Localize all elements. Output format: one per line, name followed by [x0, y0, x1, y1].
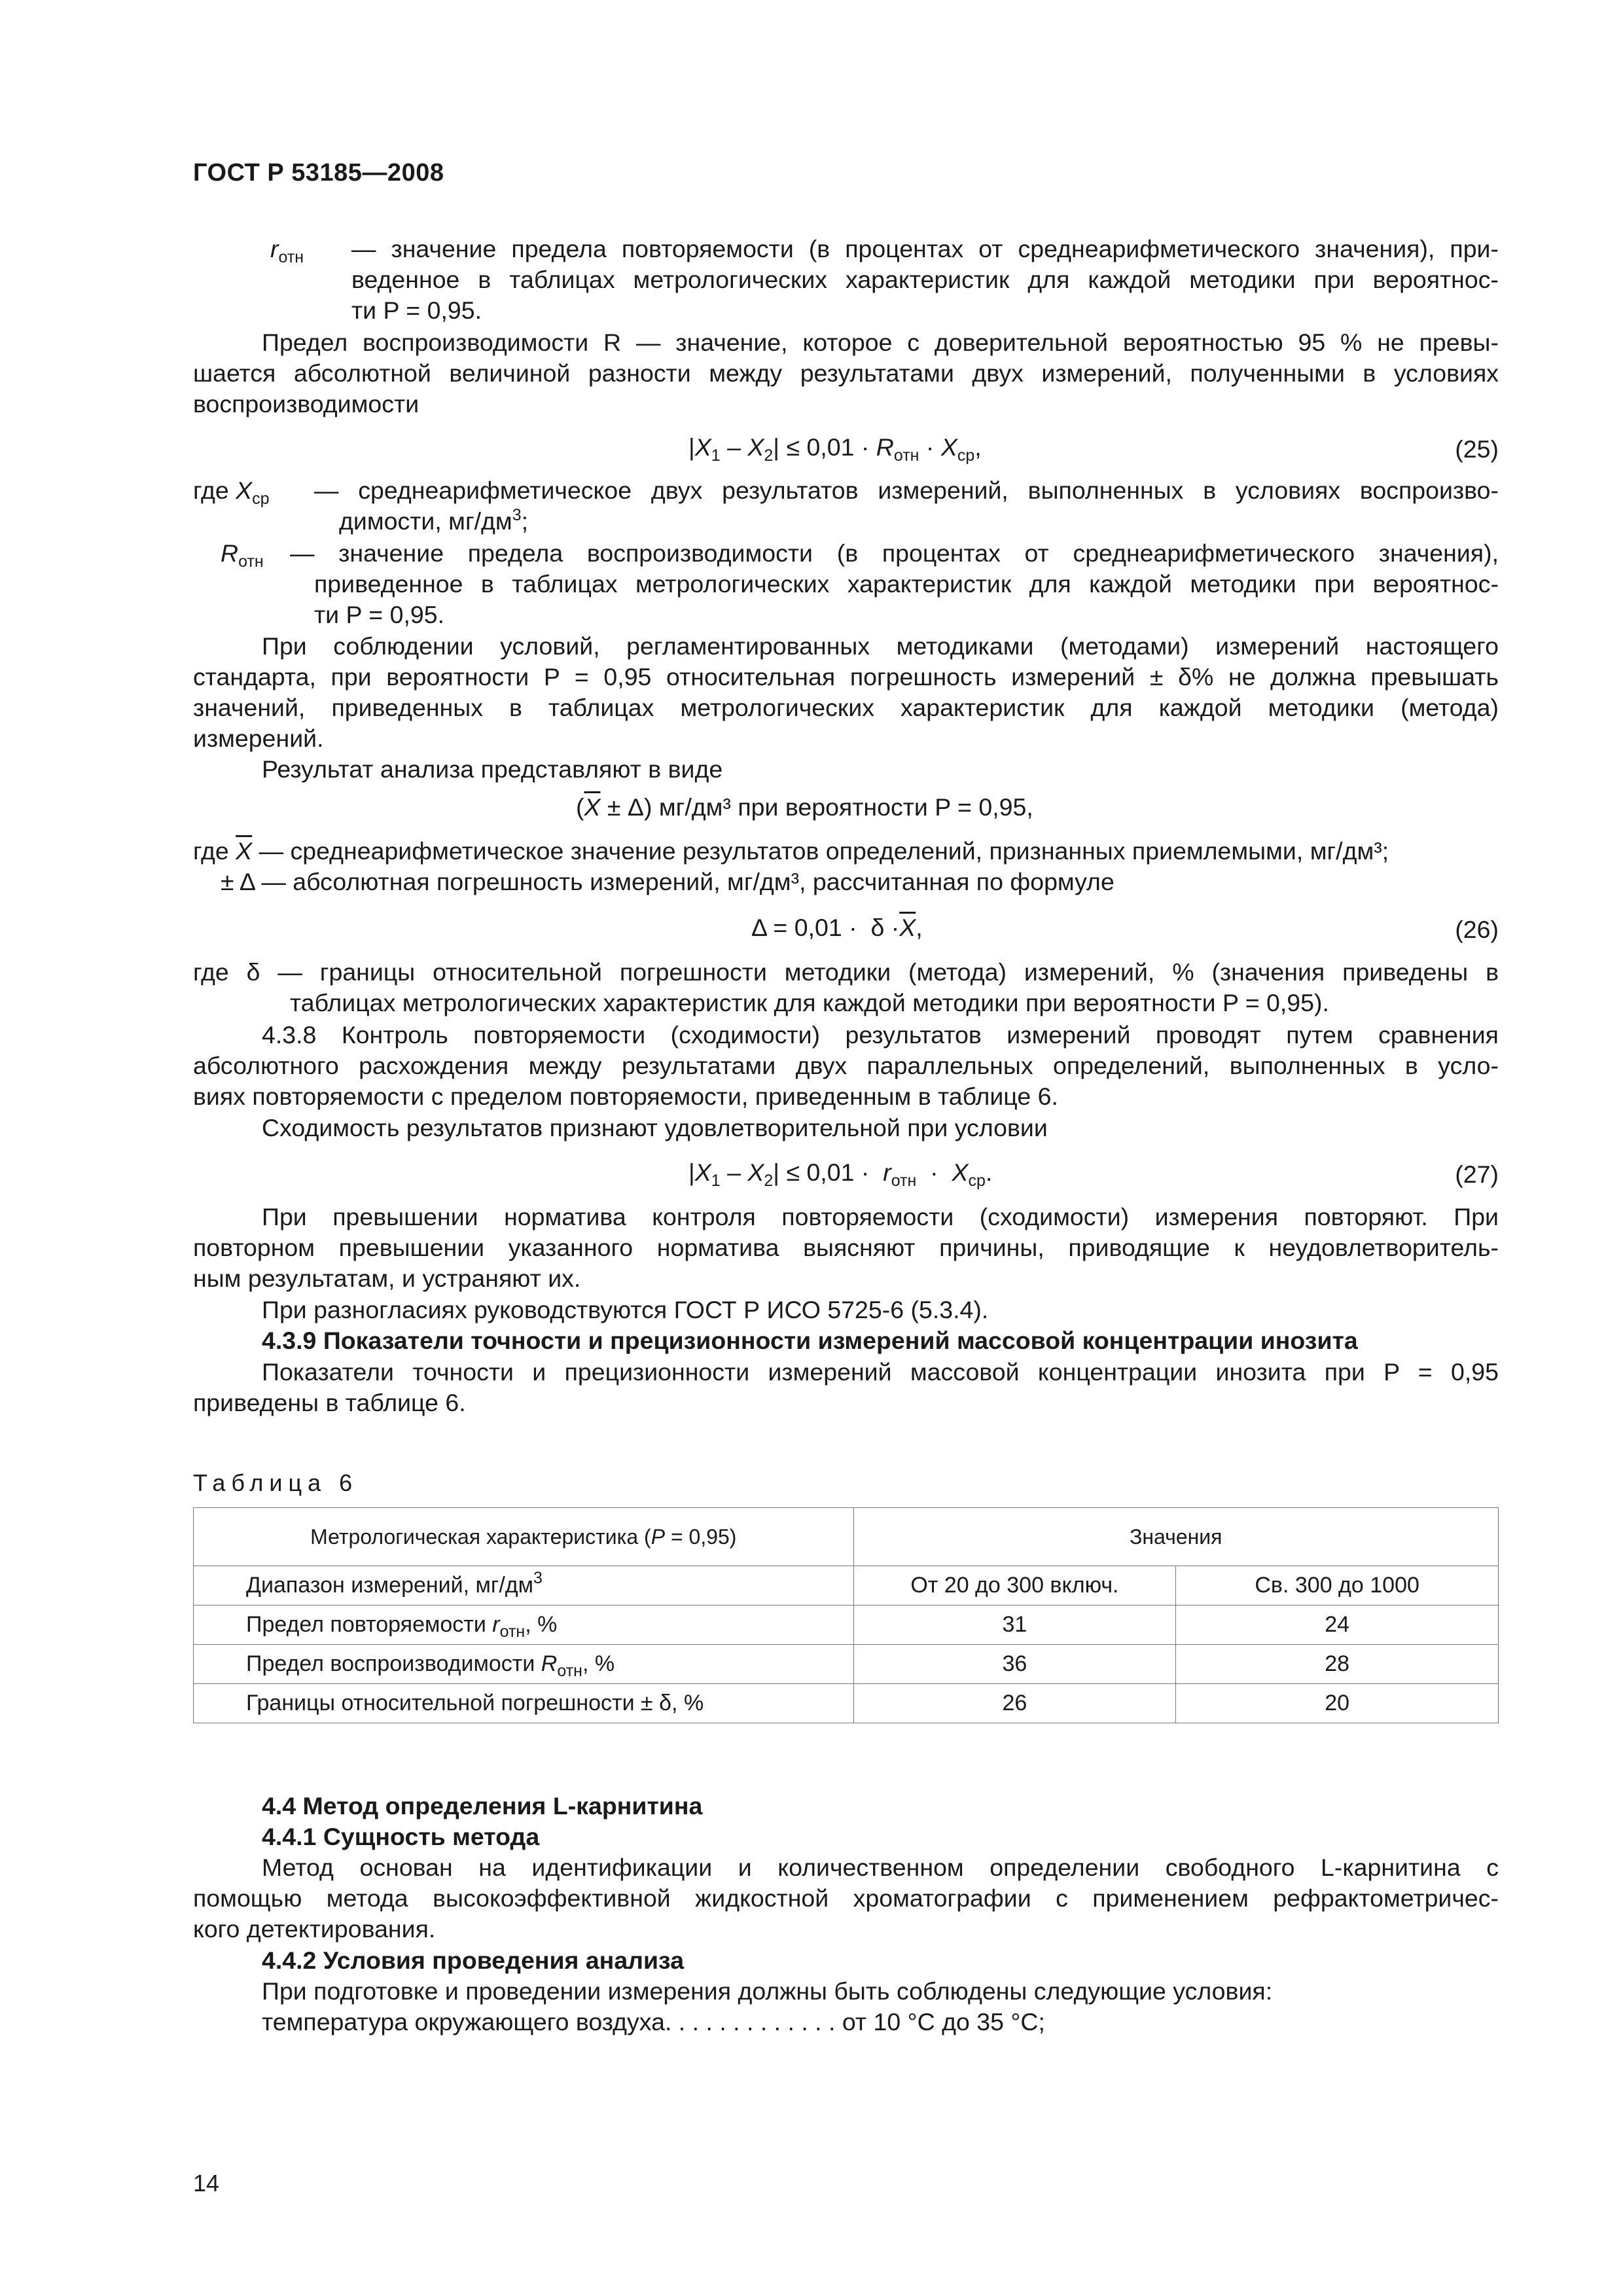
equation-27: $|X_1 - X_2| \le 0,01 \cdot r_{отн} \cdot X_{ср}$.	[688, 1158, 993, 1190]
table-cell: 20	[1176, 1684, 1499, 1723]
where-xcp-line1: — среднеарифметическое двух результатов измерений, выполненных в условиях воспроизво-	[314, 476, 1499, 504]
table-row	[194, 1605, 1499, 1645]
heading-4-3-9: 4.3.9 Показатели точности и прецизионности измерений массовой концентрации инозита	[262, 1327, 1358, 1354]
disagreement: При разногласиях руководствуются ГОСТ Р ИСО 5725-6 (5.3.4).	[262, 1296, 989, 1323]
temperature-line: температура окружающего воздуха. . . . . . . . . . . . . от 10 °С до 35 °С;	[262, 2008, 1045, 2036]
p439-line1: Показатели точности и прецизионности измерений массовой концентрации инозита при P = 0,95	[262, 1358, 1499, 1386]
table-head-characteristic: Метрологическая характеристика (P = 0,95)	[194, 1508, 854, 1566]
exceed-line1: При превышении норматива контроля повторяемости (сходимости) измерения повторяют. При	[262, 1203, 1499, 1230]
where-xbar: где $\overline{X}$ — среднеарифметическое значение результатов определений, признанных приемлемыми, мг/дм³;	[193, 837, 1389, 865]
where-small-delta-line1: где δ — границы относительной погрешности методики (метода) измерений, % (значения приведены в	[193, 958, 1499, 986]
conditions-line3: значений, приведенных в таблицах метрологических характеристик для каждой методики (метода)	[193, 694, 1499, 721]
table-cell-label: Диапазон измерений, $мг/дм^3$	[194, 1566, 854, 1605]
p442: При подготовке и проведении измерения должны быть соблюдены следующие условия:	[262, 1977, 1273, 2005]
table-cell: 26	[853, 1684, 1176, 1723]
table-cell: 36	[853, 1645, 1176, 1684]
p438-line3: виях повторяемости с пределом повторяемости, приведенным в таблице 6.	[193, 1083, 1058, 1110]
p441-line1: Метод основан на идентификации и количественном определении свободного L-карнитина с	[262, 1854, 1499, 1881]
conditions-line1: При соблюдении условий, регламентированных методиками (методами) измерений настоящего	[262, 632, 1499, 660]
Rotn-def-line1: — значение предела воспроизводимости (в процентах от среднеарифметического значения),	[290, 539, 1499, 567]
where-delta: ± Δ — абсолютная погрешность измерений, мг/дм³, рассчитанная по формуле	[221, 868, 1115, 895]
equation-27-number: (27)	[1455, 1160, 1499, 1188]
equation-26-number: (26)	[1455, 916, 1499, 943]
table-cell: 28	[1176, 1645, 1499, 1684]
where-small-delta-line2: таблицах метрологических характеристик для каждой методики при вероятности P = 0,95).	[290, 989, 1329, 1016]
table-cell: 31	[853, 1605, 1176, 1645]
table-cell-label: Границы относительной погрешности ± δ, %	[194, 1684, 854, 1723]
Rotn-def-line2: приведенное в таблицах метрологических характеристик для каждой методики при вероятнос-	[314, 570, 1499, 598]
table-row	[194, 1645, 1499, 1684]
p438-line2: абсолютного расхождения между результатами двух параллельных определений, выполненных в усло-	[193, 1052, 1499, 1079]
reprod-line1: Предел воспроизводимости R — значение, которое с доверительной вероятностью 95 % не превы-	[262, 329, 1499, 356]
table-cell-label: Предел повторяемости $r_{отн}$, %	[194, 1605, 854, 1645]
document-page	[193, 0, 1499, 2296]
where-xcp-line2: димости, $мг/дм^3$;	[339, 506, 529, 535]
heading-4-4-1: 4.4.1 Сущность метода	[262, 1823, 540, 1850]
where-xcp-lead: где $X_{ср}$	[193, 476, 270, 508]
table-cell: Св. 300 до 1000	[1176, 1566, 1499, 1605]
rotn-symbol: $r_{отн}$	[270, 235, 304, 266]
rotn-def-line1: — значение предела повторяемости (в процентах от среднеарифметического значения), при-	[351, 235, 1499, 262]
p438-line1: 4.3.8 Контроль повторяемости (сходимости) результатов измерений проводят путем сравнения	[262, 1021, 1499, 1049]
p439-line2: приведены в таблице 6.	[193, 1389, 466, 1416]
equation-26: $\Delta = 0,01 \cdot \delta \cdot\overline{X}$,	[751, 914, 923, 941]
conditions-line4: измерений.	[193, 725, 324, 752]
heading-4-4: 4.4 Метод определения L-карнитина	[262, 1792, 703, 1820]
exceed-line3: ным результатам, и устраняют их.	[193, 1265, 581, 1292]
reprod-line2: шается абсолютной величиной разности между результатами двух измерений, полученными в условиях	[193, 359, 1499, 387]
result-formula: $(\overline{X} \pm \Delta)$ мг/дм³ при вероятности P = 0,95,	[576, 793, 1033, 821]
table-6-caption: Таблица 6	[193, 1469, 359, 1496]
equation-25: $|X_1 - X_2| \le 0,01 \cdot R_{отн} \cdot X_{ср}$,	[688, 433, 982, 465]
table-header-row	[194, 1508, 1499, 1566]
conditions-line2: стандарта, при вероятности P = 0,95 относительная погрешность измерений ± δ% не должна превышать	[193, 663, 1499, 691]
convergence-intro: Сходимость результатов признают удовлетворительной при условии	[262, 1114, 1048, 1141]
page-header: ГОСТ Р 53185—2008	[193, 159, 444, 187]
Rotn-def-line3: ти P = 0,95.	[314, 601, 445, 628]
equation-25-number: (25)	[1455, 435, 1499, 463]
p441-line2: помощью метода высокоэффективной жидкостной хроматографии с применением рефрактометричес-	[193, 1884, 1499, 1912]
rotn-def-line3: ти P = 0,95.	[351, 296, 482, 324]
page-number: 14	[193, 2170, 220, 2197]
table-row	[194, 1684, 1499, 1723]
rotn-def-line2: веденное в таблицах метрологических характеристик для каждой методики при вероятнос-	[351, 266, 1499, 293]
table-cell: 24	[1176, 1605, 1499, 1645]
exceed-line2: повторном превышении указанного норматива выясняют причины, приводящие к неудовлетворитель-	[193, 1234, 1499, 1261]
table-row	[194, 1566, 1499, 1605]
reprod-line3: воспроизводимости	[193, 390, 419, 418]
table-cell: От 20 до 300 включ.	[853, 1566, 1176, 1605]
p441-line3: кого детектирования.	[193, 1915, 436, 1943]
table-cell-label: Предел воспроизводимости $R_{отн}$, %	[194, 1645, 854, 1684]
heading-4-4-2: 4.4.2 Условия проведения анализа	[262, 1946, 685, 1974]
Rotn-symbol: $R_{отн}$	[221, 539, 264, 571]
table-head-values: Значения	[853, 1508, 1498, 1566]
table-6	[193, 1507, 1499, 1723]
result-intro: Результат анализа представляют в виде	[262, 755, 723, 783]
